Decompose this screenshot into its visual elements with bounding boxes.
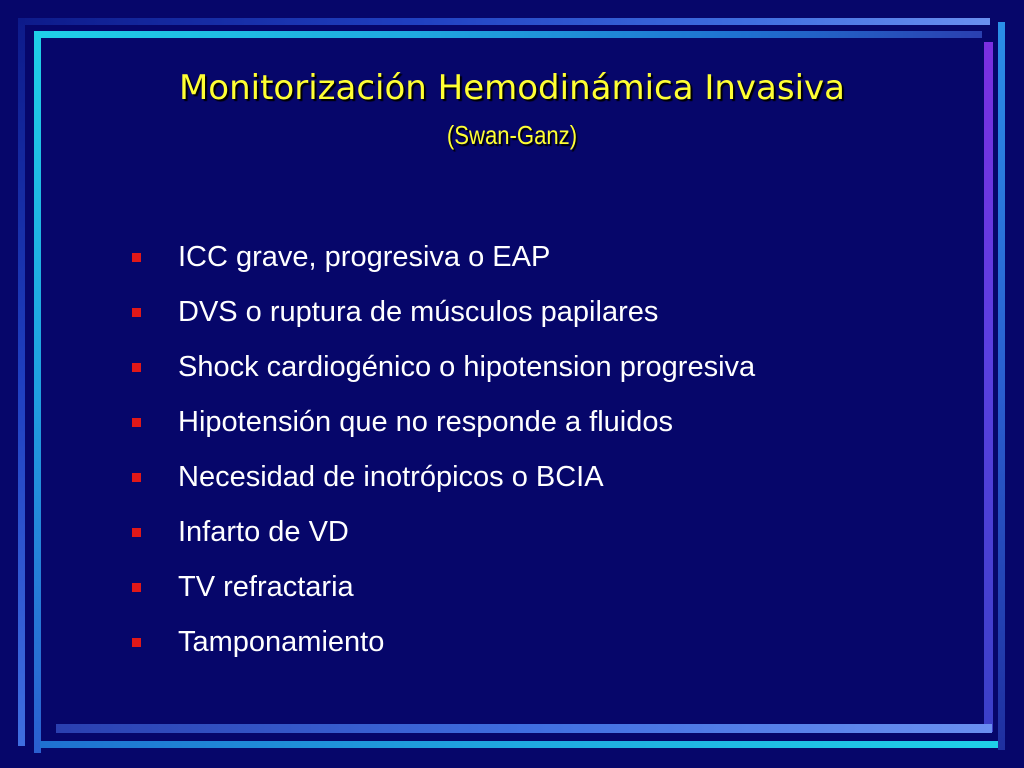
list-item-label: Infarto de VD [178, 516, 349, 548]
list-item-label: Hipotensión que no responde a fluidos [178, 406, 673, 438]
slide-title: Monitorización Hemodinámica Invasiva [178, 68, 846, 108]
slide-subtitle: (Swan-Ganz) [446, 120, 578, 150]
frame-bar-top-inner [34, 31, 982, 38]
frame-bar-bottom-outer [40, 741, 998, 748]
list-item-label: ICC grave, progresiva o EAP [178, 241, 551, 273]
list-item-label: TV refractaria [178, 571, 354, 603]
list-item-label: Tamponamiento [178, 626, 385, 658]
square-bullet-icon [132, 583, 141, 592]
bullet-list [128, 230, 755, 670]
list-item-label: Necesidad de inotrópicos o BCIA [178, 461, 604, 493]
list-item-label: DVS o ruptura de músculos papilares [178, 296, 659, 328]
square-bullet-icon [132, 253, 141, 262]
frame-bar-left-outer [18, 18, 25, 746]
square-bullet-icon [132, 418, 141, 427]
list-item-label: Shock cardiogénico o hipotension progresiva [178, 351, 756, 383]
list-item [128, 395, 755, 450]
square-bullet-icon [132, 308, 141, 317]
list-item [128, 615, 755, 670]
frame-bar-right-inner [984, 42, 993, 732]
list-item [128, 505, 755, 560]
list-item [128, 340, 755, 395]
frame-bar-bottom-inner [56, 724, 992, 733]
square-bullet-icon [132, 638, 141, 647]
frame-bar-left-inner [34, 31, 41, 753]
square-bullet-icon [132, 363, 141, 372]
frame-bar-top-outer [18, 18, 990, 25]
list-item [128, 230, 755, 285]
square-bullet-icon [132, 473, 141, 482]
list-item [128, 450, 755, 505]
list-item [128, 560, 755, 615]
square-bullet-icon [132, 528, 141, 537]
frame-bar-right-outer [998, 22, 1005, 750]
list-item [128, 285, 755, 340]
